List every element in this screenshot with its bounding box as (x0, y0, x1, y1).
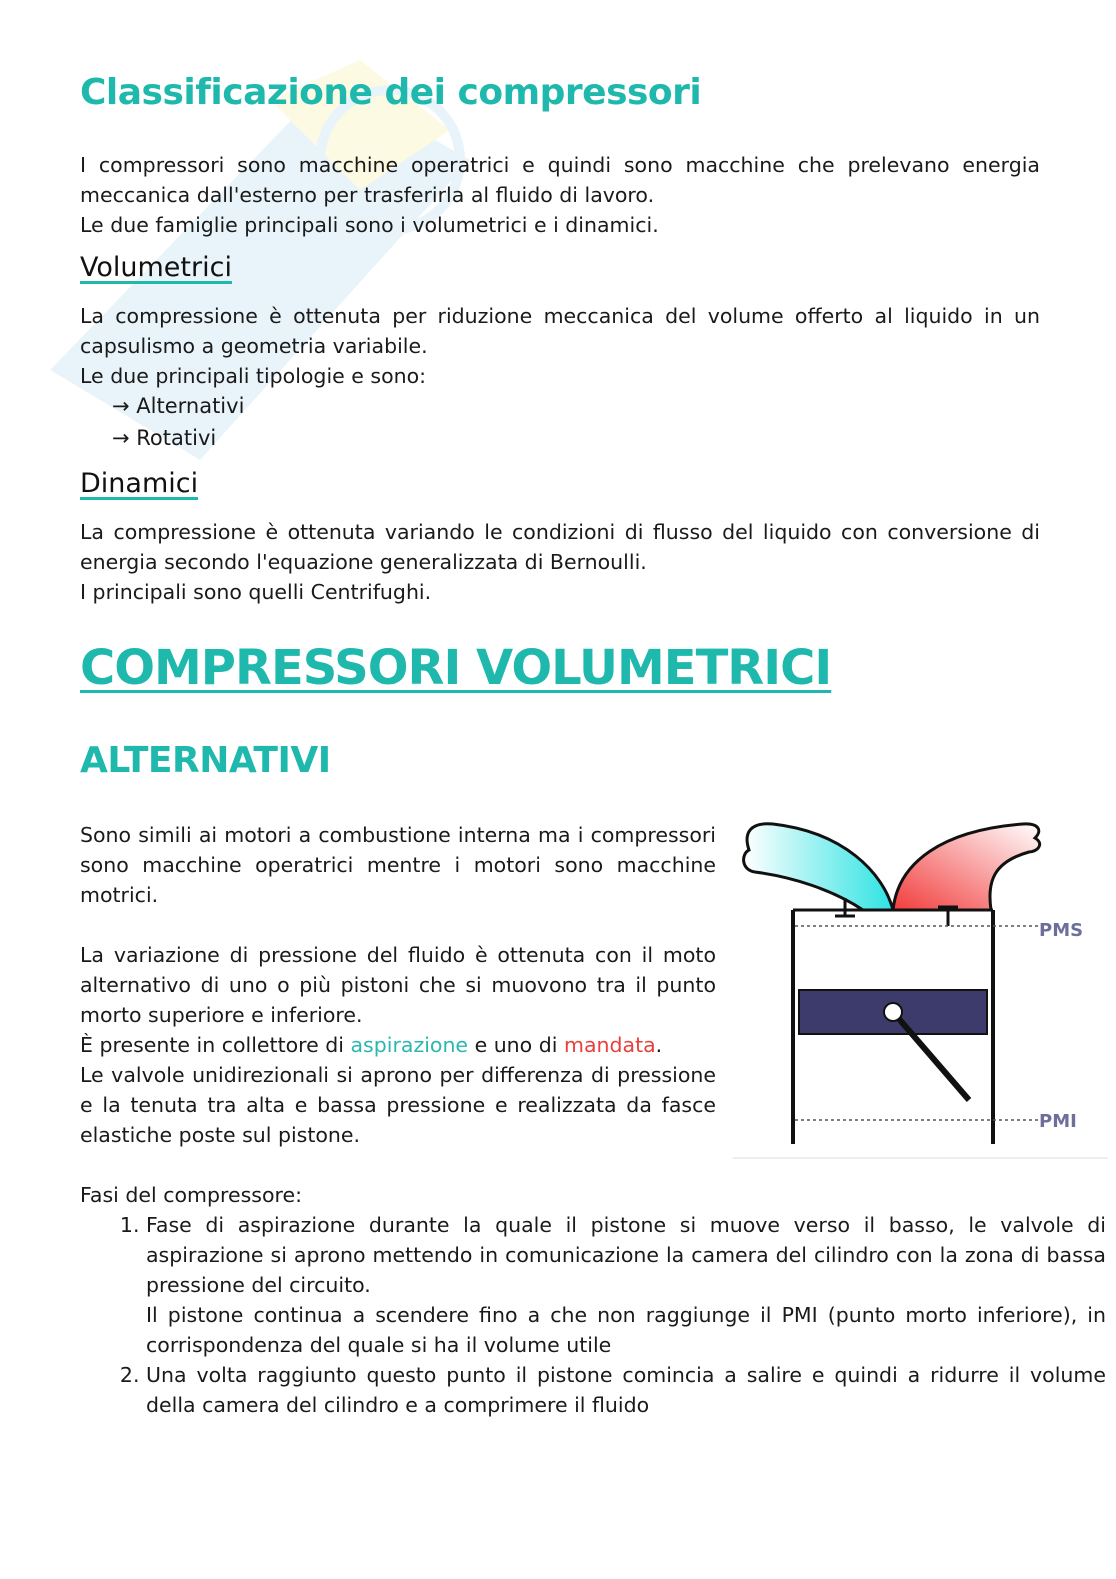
collettore-before: È presente in collettore di (80, 1033, 351, 1057)
volumetrici-line-2: Le due principali tipologie e sono: (80, 364, 427, 388)
dinamici-line-2: I principali sono quelli Centrifughi. (80, 580, 432, 604)
aspirazione-word: aspirazione (350, 1033, 469, 1057)
phase-1-text-2: Il pistone continua a scendere fino a che non raggiunge il PMI (punto morto inferiore), in corrispondenza del quale si ha il volume utile (146, 1303, 1106, 1357)
phase-item (146, 1210, 1106, 1360)
intake-manifold (744, 824, 893, 910)
valvole-text: Le valvole unidirezionali si aprono per differenza di pressione e la tenuta tra alta e bassa pressione e realizzata da fasce elastiche poste sul pistone. (80, 1063, 716, 1147)
phase-item (146, 1360, 1106, 1420)
list-item-rotativi: → Rotativi (112, 426, 217, 450)
collettore-middle: e uno di (468, 1033, 564, 1057)
alternativi-paragraph-2 (80, 940, 716, 1150)
paragraph-2-text: La variazione di pressione del fluido è ottenuta con il moto alternativo di uno o più pistoni che si muovono tra il punto morto superiore e inferiore. (80, 943, 716, 1027)
alternativi-paragraph-1: Sono simili ai motori a combustione interna ma i compressori sono macchine operatrici mentre i motori sono macchine motrici. (80, 823, 716, 907)
volumetrici-paragraph (80, 301, 1040, 391)
intro-paragraph (80, 150, 1040, 240)
phases-list (80, 1210, 1106, 1420)
piston-pin (884, 1003, 902, 1021)
mandata-word: mandata (563, 1033, 656, 1057)
intro-line-1: I compressori sono macchine operatrici e quindi sono macchine che prelevano energia meccanica dall'esterno per trasferirla al fluido di lavoro. (80, 153, 1040, 207)
list-item-alternativi: → Alternativi (112, 394, 245, 418)
collettore-line (80, 1030, 716, 1060)
compressor-diagram (733, 812, 1108, 1160)
intro-line-2: Le due famiglie principali sono i volumetrici e i dinamici. (80, 213, 659, 237)
collettore-after: . (655, 1033, 663, 1057)
pms-label: PMS (1039, 920, 1084, 941)
heading-volumetrici: Volumetrici (80, 252, 232, 283)
phase-2-text: 2. Una volta raggiunto questo punto il pistone comincia a salire e quindi a ridurre il volume della camera del cilindro e a comprimere il fluido (146, 1363, 1106, 1417)
volumetrici-line-1: La compressione è ottenuta per riduzione meccanica del volume offerto al liquido in un capsulismo a geometria variabile. (80, 304, 1040, 358)
heading-dinamici: Dinamici (80, 468, 199, 499)
section-title-compressori-volumetrici: COMPRESSORI VOLUMETRICI (80, 640, 832, 696)
section-title-classificazione: Classificazione dei compressori (80, 72, 702, 113)
dinamici-paragraph (80, 517, 1040, 607)
phase-1-text: 1. Fase di aspirazione durante la quale il pistone si muove verso il basso, le valvole di aspirazione si aprono mettendo in comunicazione la camera del cilindro con la zona di bassa pressione del circuito. (146, 1213, 1106, 1297)
dinamici-line-1: La compressione è ottenuta variando le condizioni di flusso del liquido con conversione di energia secondo l'equazione generalizzata di Bernoulli. (80, 520, 1040, 574)
subtitle-alternativi: ALTERNATIVI (80, 740, 331, 781)
pmi-label: PMI (1039, 1111, 1077, 1132)
exhaust-manifold (893, 824, 1040, 910)
phases-title: Fasi del compressore: (80, 1183, 302, 1207)
